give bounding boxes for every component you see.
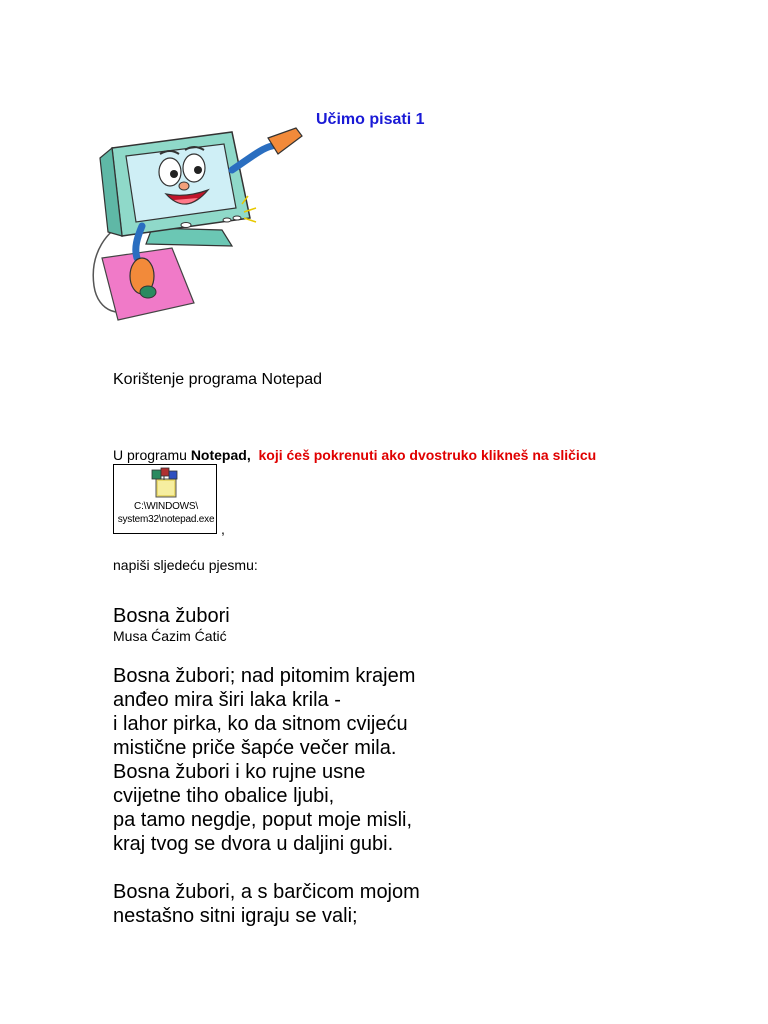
poem-line: i lahor pirka, ko da sitnom cvijeću bbox=[113, 713, 408, 735]
poem-line: Bosna žubori, a s barčicom mojom bbox=[113, 881, 420, 903]
poem-line: Bosna žubori; nad pitomim krajem bbox=[113, 665, 416, 687]
notepad-icon bbox=[148, 467, 182, 501]
computer-mascot-clipart bbox=[82, 108, 312, 328]
poem-line: nestašno sitni igraju se vali; bbox=[113, 905, 358, 927]
page-title: Učimo pisati 1 bbox=[316, 111, 425, 128]
shortcut-caption-line2: system32\notepad.exe bbox=[117, 514, 215, 525]
instruction-text: napiši sljedeću pjesmu: bbox=[113, 557, 258, 573]
section-subtitle: Korištenje programa Notepad bbox=[113, 371, 323, 388]
stanza-break bbox=[113, 856, 420, 880]
shortcut-caption bbox=[114, 500, 217, 526]
intro-red-text: koji ćeš pokrenuti ako dvostruko klikneš na sličicu bbox=[258, 447, 597, 463]
poem-line: Bosna žubori i ko rujne usne bbox=[113, 761, 366, 783]
poem-body bbox=[113, 664, 420, 928]
intro-text bbox=[113, 447, 596, 463]
poem-line: mistične priče šapće večer mila. bbox=[113, 737, 397, 759]
poem-line: pa tamo negdje, poput moje misli, bbox=[113, 809, 413, 831]
intro-prefix: U programu bbox=[113, 447, 191, 463]
comma: , bbox=[221, 521, 225, 537]
program-name: Notepad, bbox=[190, 447, 251, 463]
poem-title: Bosna žubori bbox=[113, 605, 230, 627]
notepad-shortcut[interactable] bbox=[113, 464, 217, 534]
shortcut-caption-line1: C:\WINDOWS\ bbox=[134, 501, 198, 512]
poem-line: anđeo mira širi laka krila - bbox=[113, 689, 341, 711]
poem-line: kraj tvog se dvora u daljini gubi. bbox=[113, 833, 394, 855]
poem-author: Musa Ćazim Ćatić bbox=[113, 628, 227, 644]
poem-line: cvijetne tiho obalice ljubi, bbox=[113, 785, 335, 807]
